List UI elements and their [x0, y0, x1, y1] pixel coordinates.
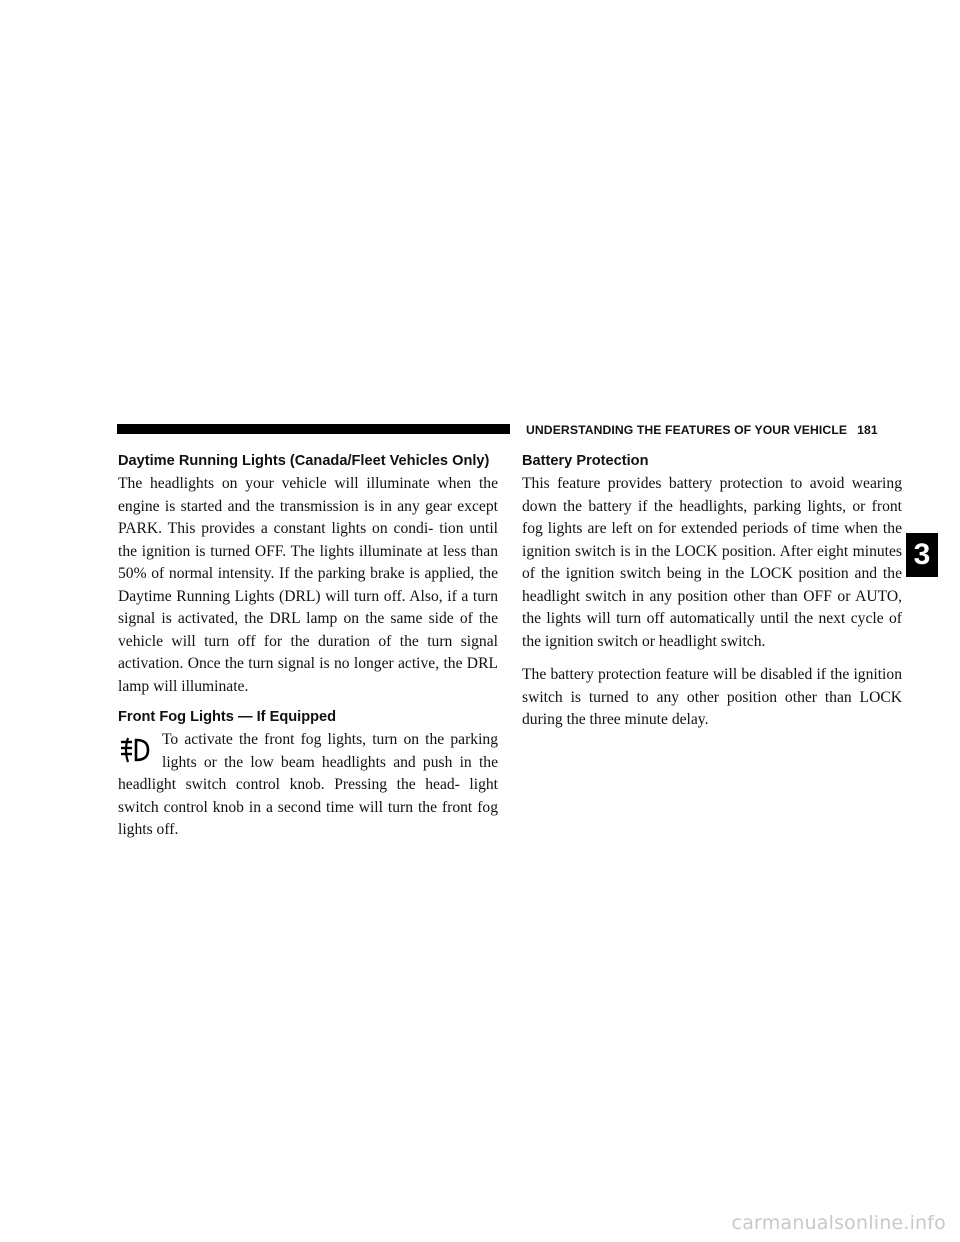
chapter-tab: 3	[906, 533, 938, 577]
header-rule-left	[117, 424, 510, 434]
running-header	[518, 422, 908, 437]
drl-paragraph: The headlights on your vehicle will illuminate when the engine is started and the transmission is in any gear except PARK. This provides a constant lights on condi- tion until the ignition is turned OFF. The lights illuminate at less than 50% of normal intensity. If the parking brake is applied, the Daytime Running Lights (DRL) will turn off. Also, if a turn signal is activated, the DRL lamp on the same side of the vehicle will turn off for the duration of the turn signal activation. Once the turn signal is no longer active, the DRL lamp will illuminate.	[118, 475, 498, 695]
watermark: carmanualsonline.info	[731, 1212, 946, 1234]
battery-paragraph-2: The battery protection feature will be disabled if the ignition switch is turned to any other position other than LOCK during the three minute delay.	[522, 666, 902, 728]
battery-paragraph-1: This feature provides battery protection to avoid wearing down the battery if the headlights, parking lights, or front fog lights are left on for extended periods of time when the ignition switch is in the LOCK position. After eight minutes of the ignition switch being in the LOCK position and the headlight switch in any position other than OFF or AUTO, the lights will turn off automatically until the next cycle of the ignition switch or headlight switch.	[522, 475, 902, 650]
fog-block	[118, 729, 498, 842]
battery-heading: Battery Protection	[522, 453, 649, 469]
front-fog-light-icon	[118, 735, 152, 765]
section-title: UNDERSTANDING THE FEATURES OF YOUR VEHICLE	[526, 422, 848, 437]
page-number: 181	[857, 422, 878, 437]
fog-heading: Front Fog Lights — If Equipped	[118, 709, 337, 725]
right-column	[522, 452, 902, 732]
fog-paragraph: To activate the front fog lights, turn on the parking lights or the low beam headlights and push in the headlight switch control knob. Pressing the head- light switch control knob in a second time will turn the front fog lights off.	[118, 731, 498, 838]
drl-heading: Daytime Running Lights (Canada/Fleet Vehicles Only)	[118, 453, 490, 469]
left-column	[118, 452, 498, 842]
